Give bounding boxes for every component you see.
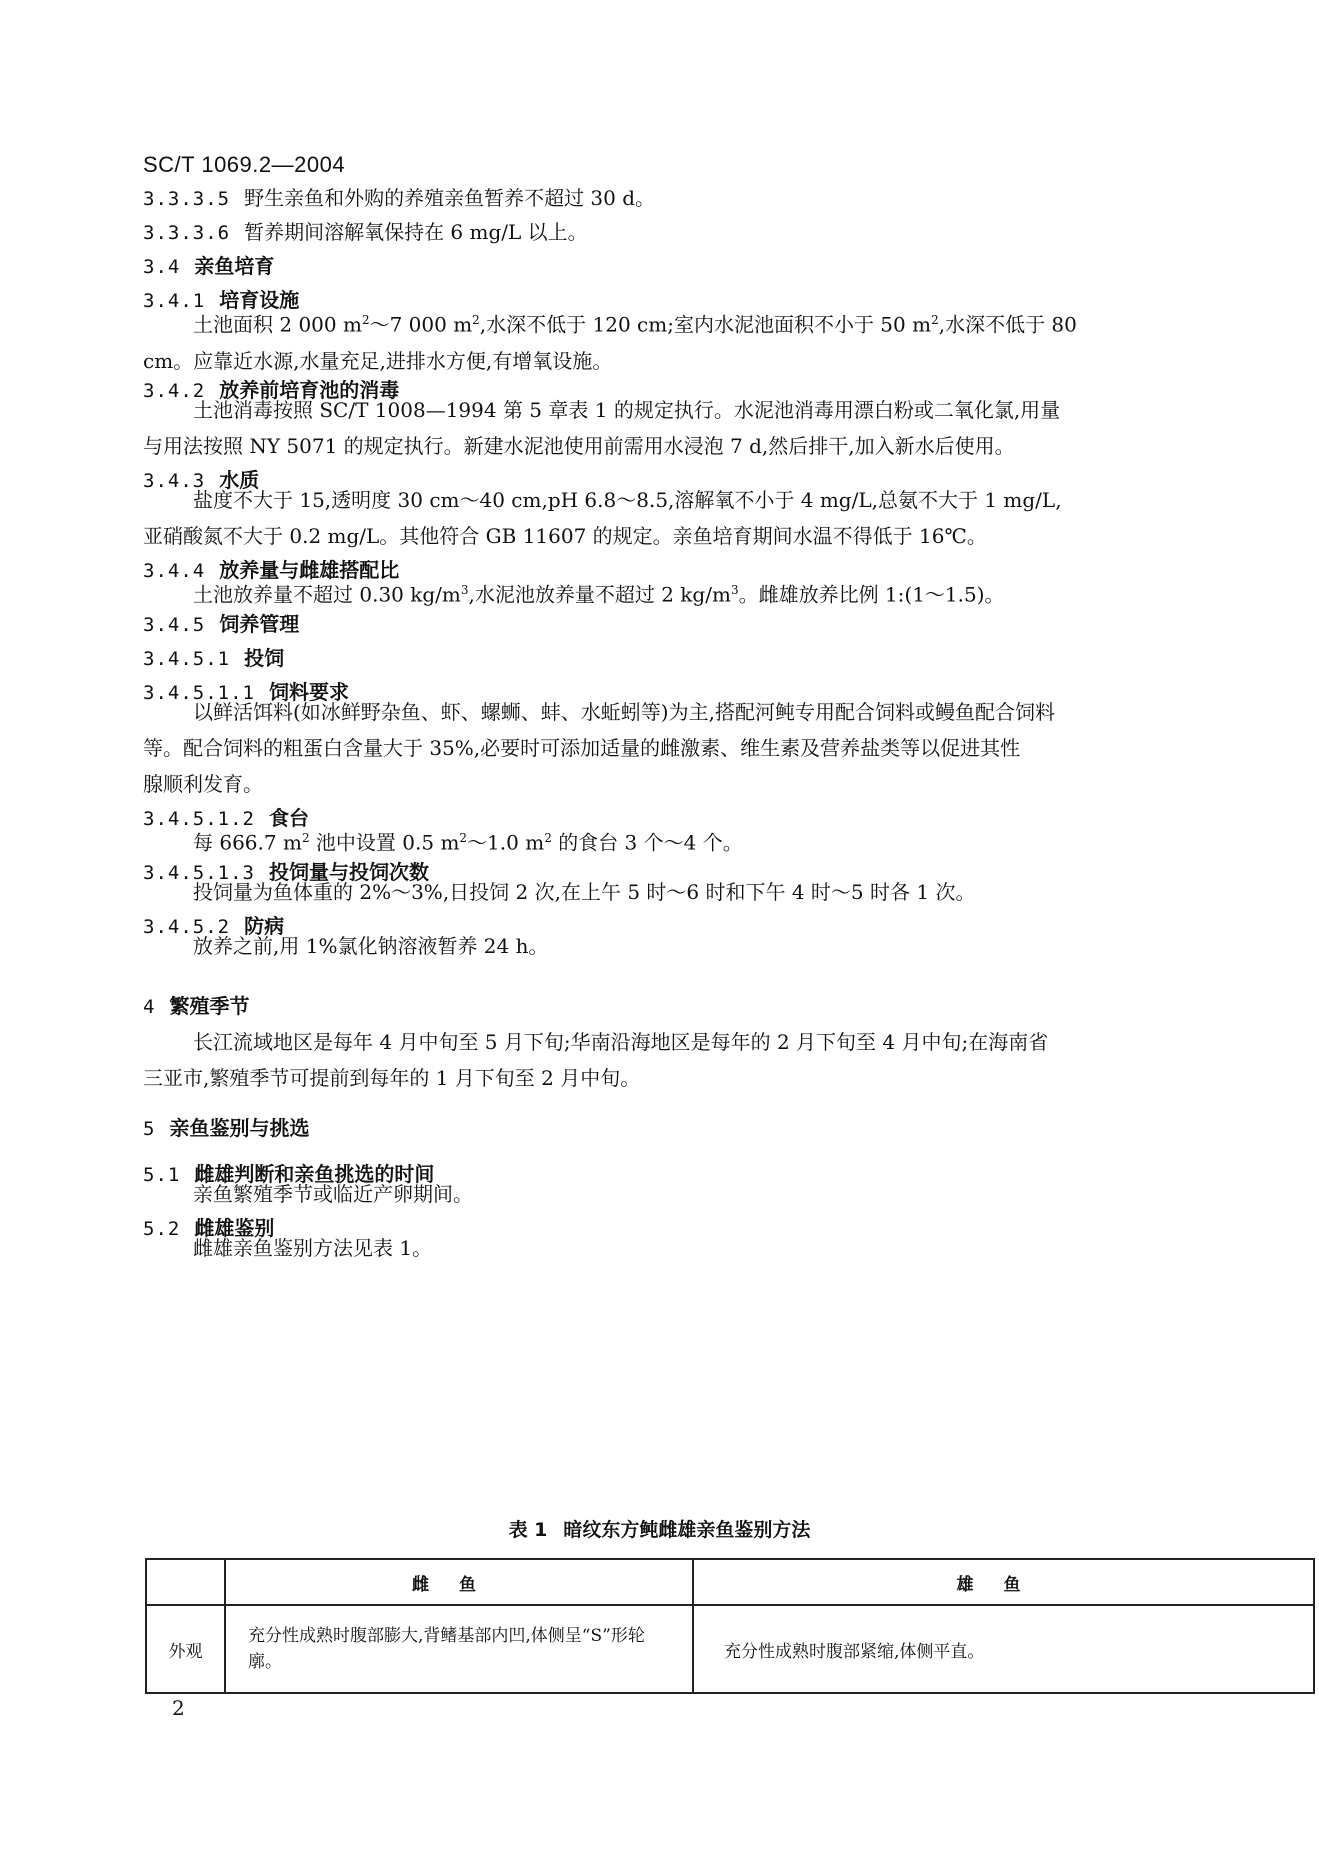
clause-3-3-3-5: 3.3.3.5 野生亲鱼和外购的养殖亲鱼暂养不超过 30 d。 (143, 186, 656, 210)
female-appearance: 充分性成熟时腹部膨大,背鳍基部内凹,体侧呈“S”形轮廓。 (225, 1605, 693, 1693)
page-number: 2 (172, 1696, 185, 1720)
heading-3-4-5-2: 3.4.5.2 防病 (143, 914, 285, 938)
header-male: 雄鱼 (693, 1559, 1314, 1605)
heading-3-4-4: 3.4.4 放养量与雌雄搭配比 (143, 558, 400, 582)
heading-5: 5 亲鱼鉴别与挑选 (143, 1116, 310, 1140)
para-3-4-4: 土池放养量不超过 0.30 $kg/m^3$,水泥池放养量不超过 2 $kg/m^3$。雌雄放养比例 1:(1～1.5)。 (193, 582, 1005, 607)
male-appearance: 充分性成熟时腹部紧缩,体侧平直。 (693, 1605, 1314, 1693)
para-4: 长江流域地区是每年 4 月中旬至 5 月下旬;华南沿海地区是每年的 2 月下旬至 4 月中旬;在海南省 三亚市,繁殖季节可提前到每年的 1 月下旬至 2 月中旬。 (143, 1030, 1049, 1090)
heading-3-4-5-1-2: 3.4.5.1.2 食台 (143, 806, 309, 830)
heading-3-4-5: 3.4.5 饲养管理 (143, 612, 300, 636)
heading-3-4-2: 3.4.2 放养前培育池的消毒 (143, 378, 400, 402)
header-empty (146, 1559, 225, 1605)
heading-3-4-3: 3.4.3 水质 (143, 468, 260, 492)
heading-5-1: 5.1 雌雄判断和亲鱼挑选的时间 (143, 1162, 435, 1186)
para-3-4-2: 土池消毒按照 SC/T 1008—1994 第 5 章表 1 的规定执行。水泥池消毒用漂白粉或二氧化氯,用量 与用法按照 NY 5071 的规定执行。新建水泥池使用前需用水浸泡 7 d,然后排干,加入新水后使用。 (143, 398, 1061, 458)
row-label: 外观 (146, 1605, 225, 1693)
table-1 (145, 1558, 1315, 1694)
table-header-row (146, 1559, 1314, 1605)
heading-3-4: 3.4 亲鱼培育 (143, 254, 275, 278)
standard-code-header: SC/T 1069.2—2004 (143, 152, 346, 177)
table-1-caption: 表 1 暗纹东方鲀雌雄亲鱼鉴别方法 (508, 1519, 811, 1541)
para-3-4-5-1-1: 以鲜活饵料(如冰鲜野杂鱼、虾、螺蛳、蚌、水蚯蚓等)为主,搭配河鲀专用配合饲料或鳗鱼配合饲料 等。配合饲料的粗蛋白含量大于 35%,必要时可添加适量的雌激素、维生素及营养盐类等以促进其性 腺顺利发育。 (143, 700, 1055, 796)
clause-3-3-3-6: 3.3.3.6 暂养期间溶解氧保持在 6 mg/L 以上。 (143, 220, 588, 244)
heading-3-4-5-1: 3.4.5.1 投饲 (143, 646, 285, 670)
para-5-2: 雌雄亲鱼鉴别方法见表 1。 (193, 1236, 433, 1260)
para-3-4-3: 盐度不大于 15,透明度 30 cm～40 cm,pH 6.8～8.5,溶解氧不小于 4 mg/L,总氨不大于 1 mg/L, 亚硝酸氮不大于 0.2 mg/L。其他符合 GB 11607 的规定。亲鱼培育期间水温不得低于 16℃。 (143, 488, 1062, 548)
para-3-4-1: 土池面积 2 000 $m^2\sim 7$ 000 $m^2$,水深不低于 120 cm;室内水泥池面积不小于 50 $m^2$,水深不低于 80 cm。应靠近水源,水量充足,进排水方便,有增氧设施。 (143, 312, 1077, 373)
heading-3-4-1: 3.4.1 培育设施 (143, 288, 300, 312)
heading-4: 4 繁殖季节 (143, 994, 250, 1018)
header-female: 雌鱼 (225, 1559, 693, 1605)
para-5-1: 亲鱼繁殖季节或临近产卵期间。 (193, 1182, 473, 1206)
para-3-4-5-1-3: 投饲量为鱼体重的 2%～3%,日投饲 2 次,在上午 5 时～6 时和下午 4 时～5 时各 1 次。 (193, 880, 976, 904)
heading-3-4-5-1-3: 3.4.5.1.3 投饲量与投饲次数 (143, 860, 429, 884)
para-3-4-5-1-2: 每 666.7 $m^2$ 池中设置 0.5 $m^2\sim 1.0$ $m^2$ 的食台 3 个～4 个。 (193, 830, 743, 855)
table-row (146, 1605, 1314, 1693)
heading-3-4-5-1-1: 3.4.5.1.1 饲料要求 (143, 680, 349, 704)
heading-5-2: 5.2 雌雄鉴别 (143, 1216, 275, 1240)
para-3-4-5-2: 放养之前,用 1%氯化钠溶液暂养 24 h。 (193, 934, 549, 958)
